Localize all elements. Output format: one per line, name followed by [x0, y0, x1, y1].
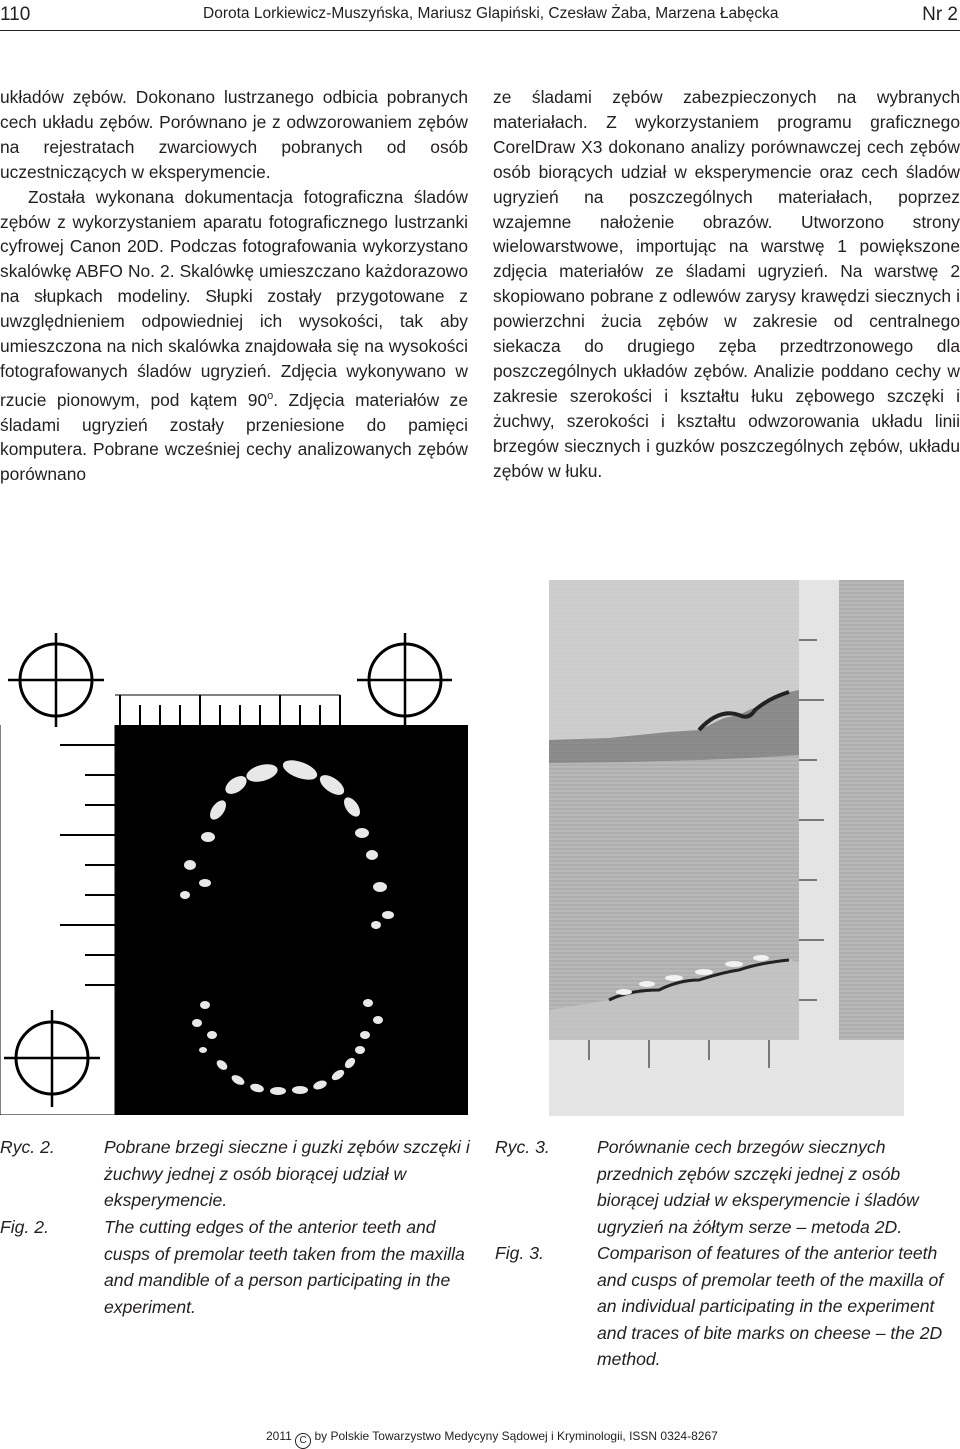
paragraph-text: . Zdjęcia materiałów ze śladami ugryzień zostały przeniesione do pamięci komputera. Pobrane wcześniej cechy analizowanych zębów porównano: [0, 389, 468, 485]
paragraph: układów zębów. Dokonano lustrzanego odbicia pobranych cech układu zębów. Porównano je z odwzorowaniem zębów na rejestratach zwarciowych pobranych od osób uczestniczących w eksperymencie.: [0, 87, 468, 182]
dental-arches-image: [0, 625, 468, 1115]
caption-label-pl: Ryc. 2.: [0, 1137, 55, 1157]
issue-number: Nr 2: [922, 4, 958, 25]
figure-2-dental-arches-photo: [0, 625, 468, 1115]
footer-text: by Polskie Towarzystwo Medycyny Sądowej i Kryminologii, ISSN 0324-8267: [314, 1429, 718, 1443]
bite-mark-image: [549, 580, 904, 1116]
figure-3-bite-mark-photo: [549, 580, 904, 1116]
paragraph-text: Została wykonana dokumentacja fotograficzna śladów zębów z wykorzystaniem aparatu fotograficznego lustrzanki cyfrowej Canon 20D. Podczas fotografowania wykorzystano skalówkę ABFO No. 2. Skalówkę umieszczano każdorazowo na słupkach modeliny. Słupki zostały przygotowane z uwzględnieniem odpowiedniej ich wysokości, tak aby umieszczona na nich skalówka znajdowała się na wysokości fotografowanych śladów ugryzień. Zdjęcia wykonywano w rzucie pionowym, pod kątem 90: [0, 186, 468, 410]
figure-3-caption: [495, 1134, 960, 1374]
caption-label-pl: Ryc. 3.: [495, 1137, 550, 1157]
page-number: 110: [0, 4, 31, 25]
paragraph: [0, 185, 468, 488]
paragraph: ze śladami zębów zabezpieczonych na wybranych materiałach. Z wykorzystaniem programu graficznego CorelDraw X3 dokonano analizy porównawczej cech zębów osób biorących udział w eksperymencie oraz cech śladów ugryzień na poszczególnych materiałach, poprzez wzajemne nałożenie obrazów. Utworzono strony wielowarstwowe, importując na warstwę 1 powiększone zdjęcia materiałów ze śladami ugryzień. Na warstwę 2 skopiowano pobrane z odlewów zarysy krawędzi siecznych i powierzchni żucia zębów w zakresie od centralnego siekacza do drugiego zęba przedtrzonowego dla poszczególnych układów zębów. Analizie poddano cechy w zakresie szerokości i kształtu łuku zębowego szczęki i żuchwy, szerokości i kształtu odwzorowania układu linii brzegów siecznych i guzków poszczególnych zębów, układu zębów w łuku.: [493, 87, 960, 481]
copyright-icon: C: [295, 1433, 311, 1449]
caption-label-en: Fig. 3.: [495, 1243, 544, 1263]
caption-text-en: The cutting edges of the anterior teeth and cusps of premolar teeth taken from the maxilla and mandible of a person participating in the experiment.: [104, 1217, 465, 1317]
header-authors: Dorota Lorkiewicz-Muszyńska, Mariusz Glapiński, Czesław Żaba, Marzena Łabęcka: [203, 5, 779, 22]
degree-superscript: o: [267, 389, 274, 402]
page-footer: [266, 1429, 718, 1449]
caption-text-pl: Porównanie cech brzegów siecznych przednich zębów szczęki jednej z osób biorącej udział w eksperymencie i śladów ugryzień na żółtym serze – metoda 2D.: [597, 1137, 919, 1237]
running-header: [0, 0, 960, 30]
horizontal-scale-strip: [549, 1040, 904, 1116]
caption-text-en: Comparison of features of the anterior teeth and cusps of premolar teeth of the maxilla of an individual participating in the experiment and traces of bite marks on cheese – the 2D method.: [597, 1243, 944, 1370]
figure-2-caption: [0, 1134, 470, 1324]
footer-year: 2011: [266, 1429, 292, 1443]
right-text-column: [493, 85, 960, 484]
header-rule: [0, 30, 960, 31]
caption-label-en: Fig. 2.: [0, 1217, 49, 1237]
left-text-column: [0, 85, 468, 487]
vertical-scale-strip: [799, 580, 839, 1040]
caption-text-pl: Pobrane brzegi sieczne i guzki zębów szczęki i żuchwy jednej z osób biorącej udział w eksperymencie.: [104, 1137, 470, 1211]
